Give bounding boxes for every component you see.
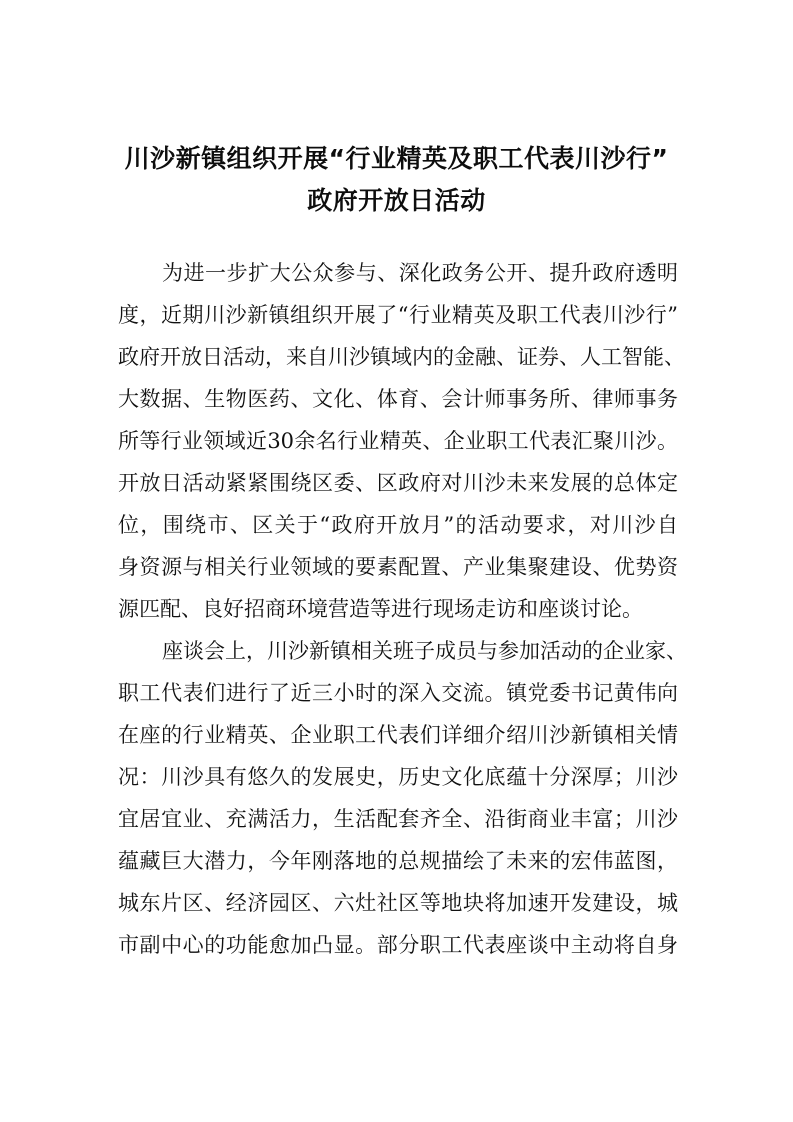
paragraph-2-line-8: 市副中心的功能愈加凸显。部分职工代表座谈中主动将自身 [118, 933, 678, 957]
paragraph-1-line-3: 政府开放日活动，来自川沙镇域内的金融、证券、人工智能、 [118, 345, 685, 369]
document-title-line-2: 政府开放日活动 [307, 186, 486, 215]
paragraph-2-line-4: 况：川沙具有悠久的发展史，历史文化底蕴十分深厚；川沙 [118, 765, 678, 789]
paragraph-2-line-1: 座谈会上，川沙新镇相关班子成员与参加活动的企业家、 [162, 639, 687, 663]
paragraph-2-line-6: 蕴藏巨大潜力，今年刚落地的总规描绘了未来的宏伟蓝图， [118, 849, 678, 873]
paragraph-1-line-2: 度，近期川沙新镇组织开展了“行业精英及职工代表川沙行” [118, 303, 678, 327]
paragraph-2-line-5: 宜居宜业、充满活力，生活配套齐全、沿街商业丰富；川沙 [118, 807, 678, 831]
paragraph-2-line-3: 在座的行业精英、企业职工代表们详细介绍川沙新镇相关情 [118, 723, 678, 747]
paragraph-1-line-1: 为进一步扩大公众参与、深化政务公开、提升政府透明 [162, 261, 678, 285]
paragraph-1-line-4: 大数据、生物医药、文化、体育、会计师事务所、律师事务 [118, 387, 678, 411]
paragraph-1-line-7: 位，围绕市、区关于“政府开放月”的活动要求，对川沙自 [118, 513, 678, 537]
paragraph-2-line-2: 职工代表们进行了近三小时的深入交流。镇党委书记黄伟向 [118, 681, 678, 705]
document-title-line-1: 川沙新镇组织开展“行业精英及职工代表川沙行” [124, 144, 669, 173]
paragraph-2-line-7: 城东片区、经济园区、六灶社区等地块将加速开发建设，城 [118, 891, 678, 915]
paragraph-1-line-6: 开放日活动紧紧围绕区委、区政府对川沙未来发展的总体定 [118, 471, 678, 495]
paragraph-1-line-9: 源匹配、良好招商环境营造等进行现场走访和座谈讨论。 [118, 597, 643, 621]
paragraph-1-line-5: 所等行业领域近30余名行业精英、企业职工代表汇聚川沙。 [118, 429, 678, 453]
paragraph-1-line-8: 身资源与相关行业领域的要素配置、产业集聚建设、优势资 [118, 555, 678, 579]
